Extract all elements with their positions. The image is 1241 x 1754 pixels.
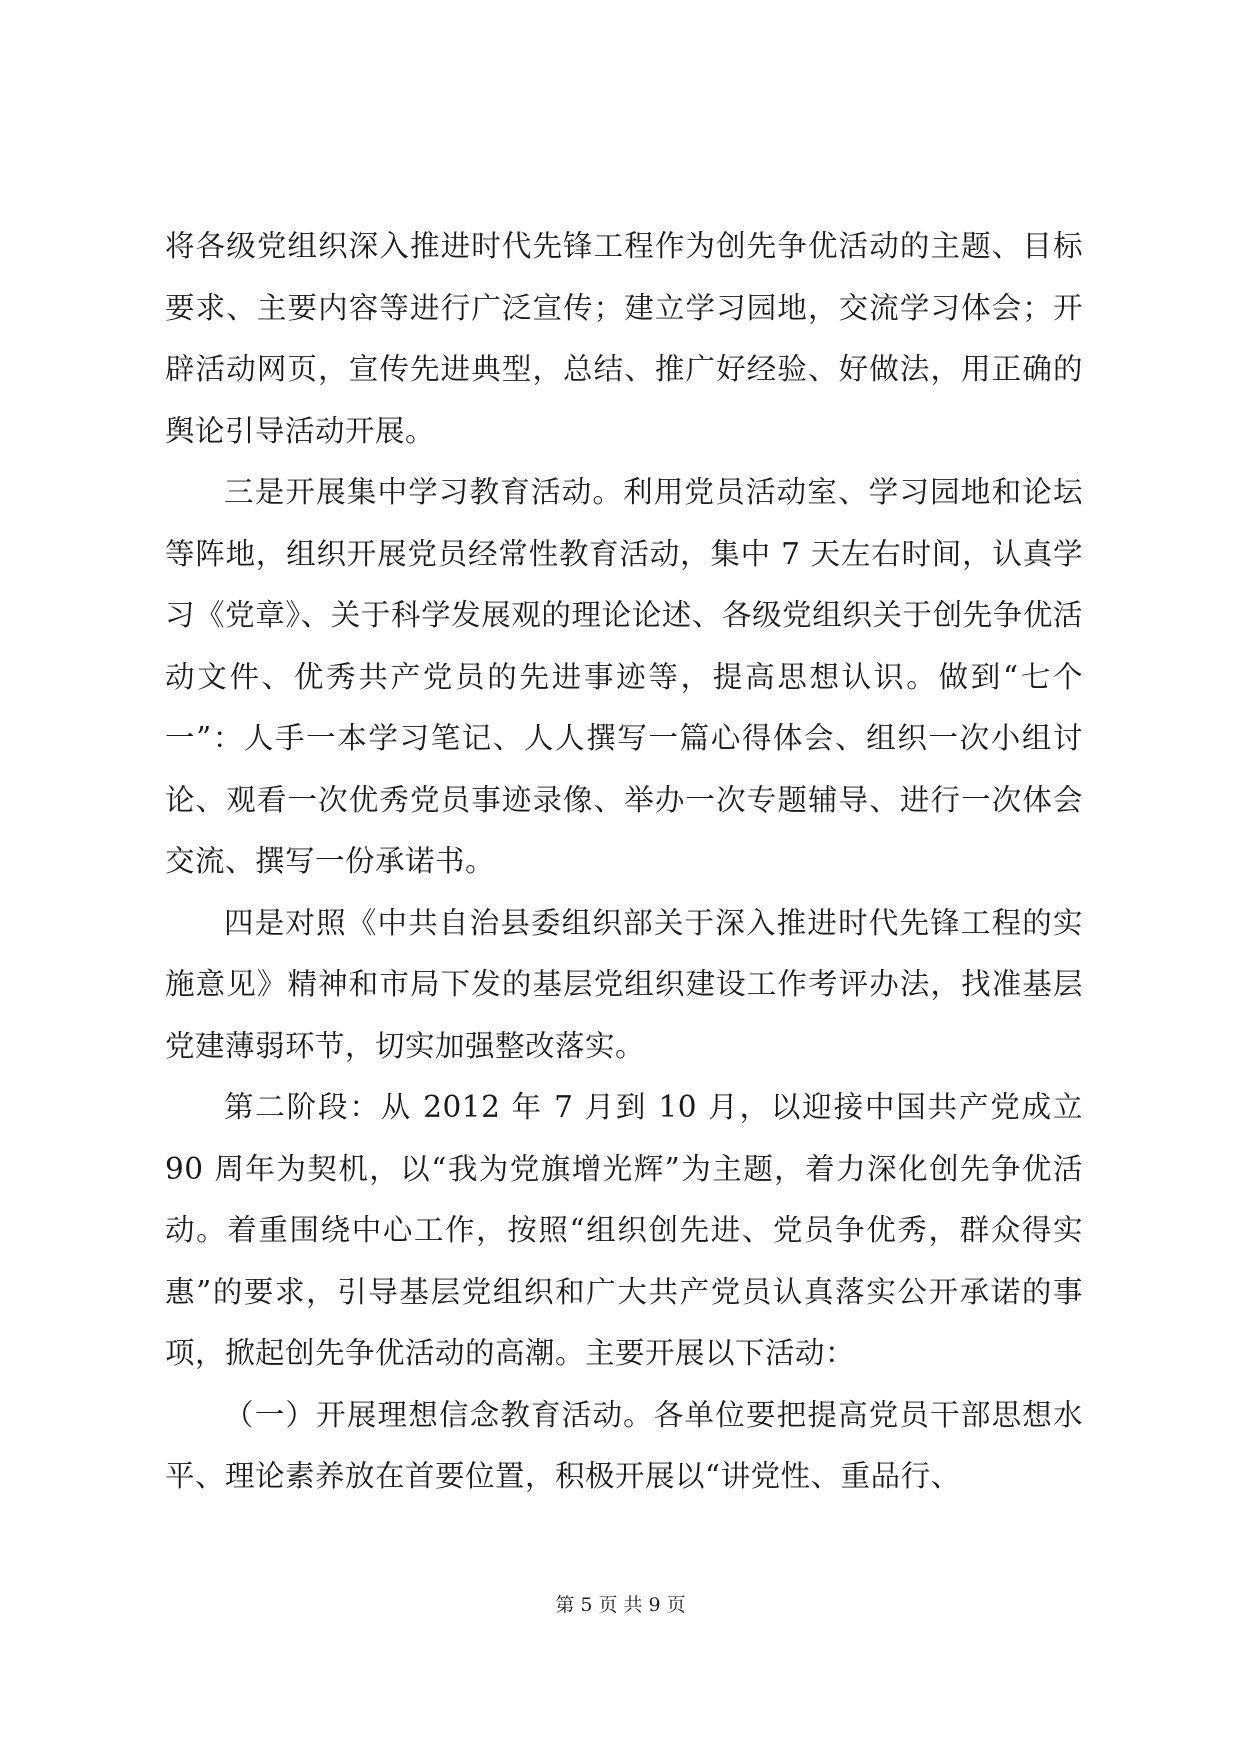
paragraph-stage-two: 第二阶段：从 2012 年 7 月到 10 月，以迎接中国共产党成立 90 周年为契机，以“我为党旗增光辉”为主题，着力深化创先争优活动。着重围绕中心工作，按照“组织创先进、党员争优秀，群众得实惠”的要求，引导基层党组织和广大共产党员认真落实公开承诺的事项，掀起创先争优活动的高潮。主要开展以下活动：	[165, 1090, 1083, 1370]
paragraph-item-three: 三是开展集中学习教育活动。利用党员活动室、学习园地和论坛等阵地，组织开展党员经常性教育活动，集中 7 天左右时间，认真学习《党章》、关于科学发展观的理论论述、各级党组织关于创先争优活动文件、优秀共产党员的先进事迹等，提高思想认识。做到“七个一”：人手一本学习笔记、人人撰写一篇心得体会、组织一次小组讨论、观看一次优秀党员事迹录像、举办一次专题辅导、进行一次体会交流、撰写一份承诺书。	[165, 475, 1083, 878]
paragraph-activity-one: （一）开展理想信念教育活动。各单位要把提高党员干部思想水平、理论素养放在首要位置，积极开展以“讲党性、重品行、	[165, 1397, 1083, 1493]
paragraph-continuation: 将各级党组织深入推进时代先锋工程作为创先争优活动的主题、目标要求、主要内容等进行广泛宣传；建立学习园地，交流学习体会；开辟活动网页，宣传先进典型，总结、推广好经验、好做法，用正确的舆论引导活动开展。	[165, 229, 1083, 448]
page-number-footer: 第 5 页 共 9 页	[555, 1594, 686, 1616]
paragraph-item-four: 四是对照《中共自治县委组织部关于深入推进时代先锋工程的实施意见》精神和市局下发的基层党组织建设工作考评办法，找准基层党建薄弱环节，切实加强整改落实。	[165, 905, 1083, 1063]
document-body	[165, 216, 1083, 1508]
